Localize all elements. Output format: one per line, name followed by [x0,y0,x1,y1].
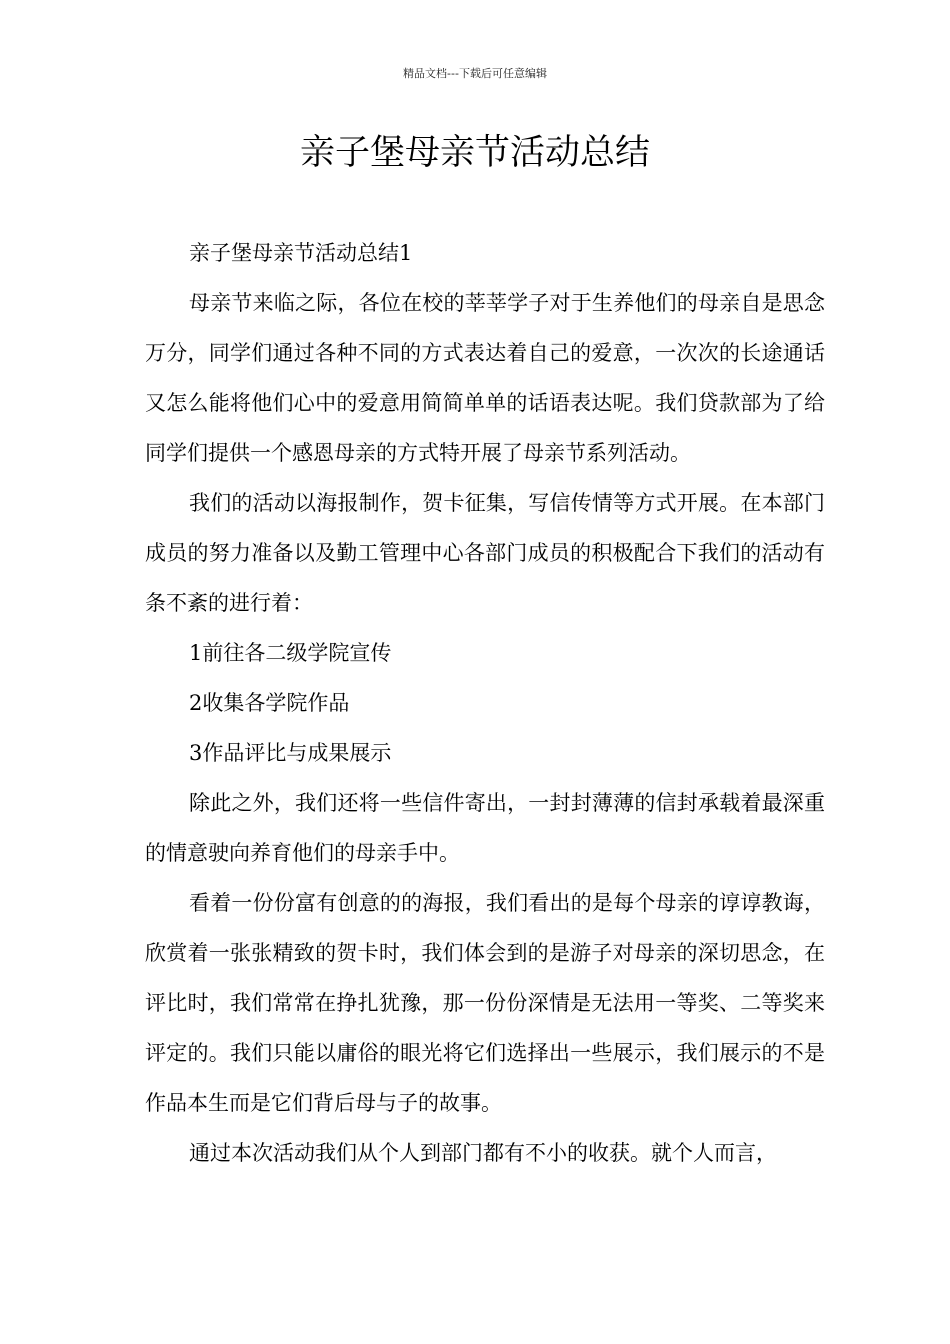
list-item-step-3: 3作品评比与成果展示 [189,741,392,765]
paragraph-subtitle: 亲子堡母亲节活动总结1 [189,241,413,265]
paragraph-reflection: 看着一份份富有创意的的海报，我们看出的是每个母亲的谆谆教诲，欣赏着一张张精致的贺卡时，我们体会到的是游子对母亲的深切思念，在评比时，我们常常在挣扎犹豫，那一份份深情是无法用一等奖、二等奖来评定的。我们只能以庸俗的眼光将它们选择出一些展示，我们展示的不是作品本生而是它们背后母与子的故事。 [145,891,825,1115]
paragraph-gains: 通过本次活动我们从个人到部门都有不小的收获。就个人而言， [189,1141,777,1165]
paragraph-letters: 除此之外，我们还将一些信件寄出，一封封薄薄的信封承载着最深重的情意驶向养育他们的母亲手中。 [145,791,825,865]
header-note: 精品文档---下载后可任意编辑 [403,67,547,80]
paragraph-intro: 母亲节来临之际，各位在校的莘莘学子对于生养他们的母亲自是思念万分，同学们通过各种不同的方式表达着自己的爱意，一次次的长途通话又怎么能将他们心中的爱意用简简单单的话语表达呢。我们贷款部为了给同学们提供一个感恩母亲的方式特开展了母亲节系列活动。 [145,291,825,465]
paragraph-activities: 我们的活动以海报制作，贺卡征集，写信传情等方式开展。在本部门成员的努力准备以及勤工管理中心各部门成员的积极配合下我们的活动有条不紊的进行着： [145,491,825,615]
list-item-step-2: 2收集各学院作品 [189,691,350,715]
list-item-step-1: 1前往各二级学院宣传 [189,641,392,665]
page-title: 亲子堡母亲节活动总结 [299,133,650,173]
document-body [145,228,825,1178]
